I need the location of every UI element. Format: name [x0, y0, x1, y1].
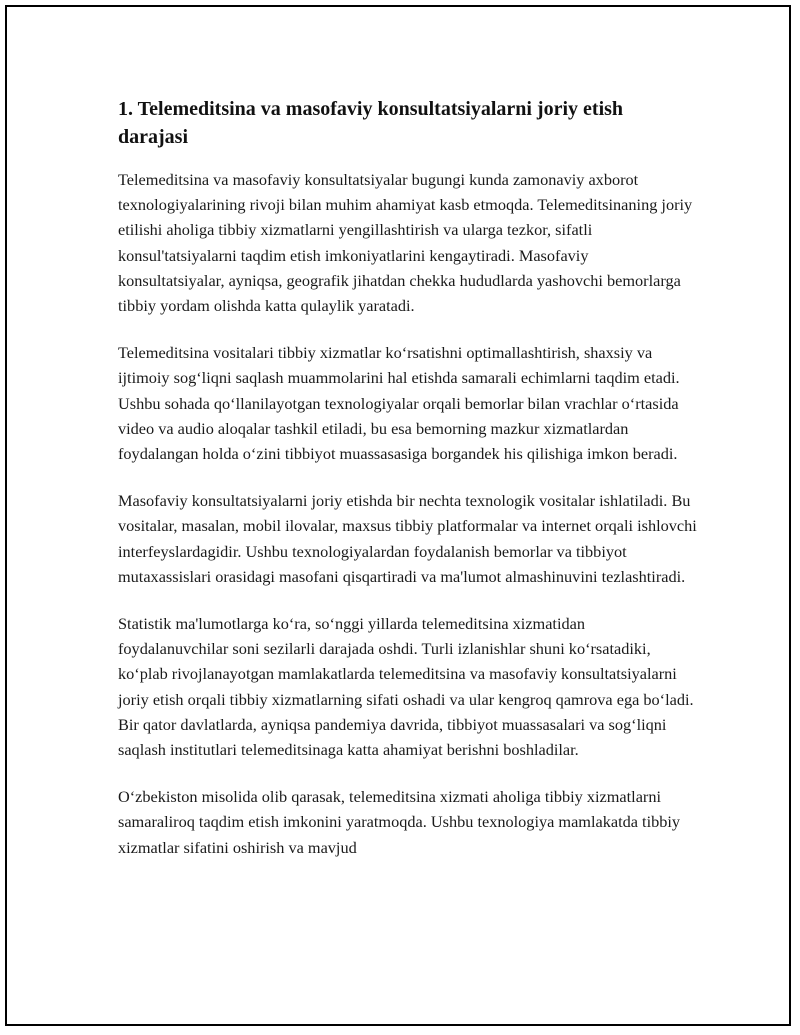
- paragraph-2: Telemeditsina vositalari tibbiy xizmatlar ko‘rsatishni optimallashtirish, shaxsiy va ijtimoiy sog‘liqni saqlash muammolarini hal etishda samarali echimlarni taqdim etadi. Ushbu sohada qo‘llanilayotgan texnologiyalar orqali bemorlar bilan vrachlar o‘rtasida video va audio aloqalar tashkil etiladi, bu esa bemorning mazkur xizmatlardan foydalangan holda o‘zini tibbiyot muassasasiga borgandek his qilishiga imkon beradi.: [118, 343, 680, 464]
- document-body: [118, 95, 698, 882]
- paragraph-1: Telemeditsina va masofaviy konsultatsiyalar bugungi kunda zamonaviy axborot texnologiyalarining rivoji bilan muhim ahamiyat kasb etmoqda. Telemeditsinaning joriy etilishi aholiga tibbiy xizmatlarni yengillashtirish va ularga tezkor, sifatli konsul'tatsiyalarni taqdim etish imkoniyatlarini kengaytiradi. Masofaviy konsultatsiyalar, ayniqsa, geografik jihatdan chekka hududlarda yashovchi bemorlarga tibbiy yordam olishda katta qulaylik yaratadi.: [118, 170, 693, 316]
- section-heading: 1. Telemeditsina va masofaviy konsultatsiyalarni joriy etish darajasi: [118, 98, 624, 148]
- paragraph-4: Statistik ma'lumotlarga ko‘ra, so‘nggi yillarda telemeditsina xizmatidan foydalanuvchilar soni sezilarli darajada oshdi. Turli izlanishlar shuni ko‘rsatadiki, ko‘plab rivojlanayotgan mamlakatlarda telemeditsina va masofaviy konsultatsiyalarni joriy etish orqali tibbiy xizmatlarning sifati oshadi va ular kengroq qamrova ega bo‘ladi. Bir qator davlatlarda, ayniqsa pandemiya davrida, tibbiyot muassasalari va sog‘liqni saqlash institutlari telemeditsinaga katta ahamiyat berishni boshladilar.: [118, 614, 694, 760]
- paragraph-3: Masofaviy konsultatsiyalarni joriy etishda bir nechta texnologik vositalar ishlatiladi. Bu vositalar, masalan, mobil ilovalar, maxsus tibbiy platformalar va internet orqali ishlovchi interfeyslardagidir. Ushbu texnologiyalardan foydalanish bemorlar va tibbiyot mutaxassislari orasidagi masofani qisqartiradi va ma'lumot almashinuvini tezlashtiradi.: [118, 491, 697, 586]
- paragraph-5: O‘zbekiston misolida olib qarasak, telemeditsina xizmati aholiga tibbiy xizmatlarni samaraliroq taqdim etish imkonini yaratmoqda. Ushbu texnologiya mamlakatda tibbiy xizmatlar sifatini oshirish va mavjud: [118, 787, 681, 857]
